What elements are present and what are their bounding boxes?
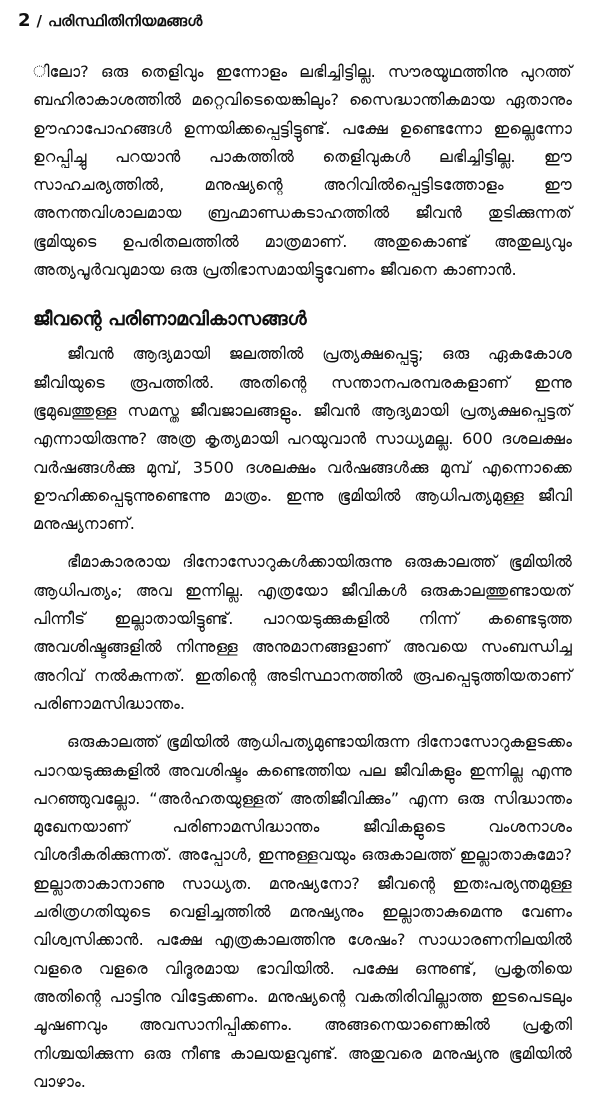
paragraph: ജീവൻ ആദ്യമായി ജലത്തിൽ പ്രത്യക്ഷപ്പെട്ടു; ഒരു ഏകകോശ ജീവിയുടെ രൂപത്തിൽ. അതിന്റെ സന്താനപരമ്പരകളാണ് ഇന്നു ഭൂമുഖത്തുള്ള സമസ്ത ജീവജാലങ്ങളും. ജീവൻ ആദ്യമായി പ്രത്യക്ഷപ്പെട്ടത് എന്നായിരുന്നു? അത്ര കൃത്യമായി പറയുവാൻ സാധ്യമല്ല. 600 ദശലക്ഷം വർഷങ്ങൾക്കു മുമ്പ്, 3500 ദശലക്ഷം വർഷങ്ങൾക്കു മുമ്പ് എന്നൊക്കെ ഊഹിക്കപ്പെടുന്നുണ്ടെന്നു മാത്രം. ഇന്നു ഭൂമിയിൽ ആധിപത്യമുള്ള ജീവി മനുഷ്യനാണ്. xyxy=(33,344,572,534)
header-separator: / xyxy=(36,12,43,30)
running-title: പരിസ്ഥിതിനിയമങ്ങൾ xyxy=(48,12,203,30)
paragraph: ഭീമാകാരരായ ദിനോസോറുകൾക്കായിരുന്നു ഒരുകാലത്ത് ഭൂമിയിൽ ആധിപത്യം; അവ ഇന്നില്ല. എത്രയോ ജീവികൾ ഒരുകാലത്തുണ്ടായത് പിന്നീട് ഇല്ലാതായിട്ടുണ്ട്. പാറയടുക്കുകളിൽ നിന്ന് കണ്ടെടുത്ത അവശിഷ്ടങ്ങളിൽ നിന്നുള്ള അനുമാനങ്ങളാണ് അവയെ സംബന്ധിച്ച അറിവ് നൽകുന്നത്. ഇതിന്റെ അടിസ്ഥാനത്തിൽ രൂപപ്പെടുത്തിയതാണ് പരിണാമസിദ്ധാന്തം. xyxy=(33,552,572,713)
page-number: 2 xyxy=(18,10,31,31)
running-header xyxy=(18,10,582,31)
paragraph: ഒരുകാലത്ത് ഭൂമിയിൽ ആധിപത്യമുണ്ടായിരുന്ന ദിനോസോറുകളടക്കം പാറയടുക്കുകളിൽ അവശിഷ്ടം കണ്ടെത്തിയ പല ജീവികളും ഇന്നില്ല എന്നു പറഞ്ഞുവല്ലോ. “അർഹതയുള്ളത് അതിജീവിക്കും” എന്ന ഒരു സിദ്ധാന്തം മുഖേനയാണ് പരിണാമസിദ്ധാന്തം ജീവികളുടെ വംശനാശം വിശദീകരിക്കുന്നത്. അപ്പോൾ, ഇന്നുള്ളവയും ഒരുകാലത്ത് ഇല്ലാതാകുമോ? ഇല്ലാതാകാനാണു സാധ്യത. മനുഷ്യനോ? ജീവന്റെ ഇതഃപര്യന്തമുള്ള ചരിത്രഗതിയുടെ വെളിച്ചത്തിൽ മനുഷ്യനും ഇല്ലാതാകുമെന്നു വേണം വിശ്വസിക്കാൻ. പക്ഷേ എത്രകാലത്തിനു ശേഷം? സാധാരണനിലയിൽ വളരെ വളരെ വിദൂരമായ ഭാവിയിൽ. പക്ഷേ ഒന്നുണ്ട്, പ്രകൃതിയെ അതിന്റെ പാട്ടിനു വിട്ടേക്കണം. മനുഷ്യന്റെ വകതിരിവില്ലാത്ത ഇടപെടലും ചൂഷണവും അവസാനിപ്പിക്കണം. അങ്ങനെയാണെങ്കിൽ പ്രകൃതി നിശ്ചയിക്കുന്ന ഒരു നീണ്ട കാലയളവുണ്ട്. അതുവരെ മനുഷ്യനു ഭൂമിയിൽ വാഴാം. xyxy=(33,732,572,1091)
section-heading: ജീവന്റെ പരിണാമവികാസങ്ങൾ xyxy=(33,308,307,331)
page-body xyxy=(33,58,572,1106)
paragraph-continued: ിലോ? ഒരു തെളിവും ഇന്നോളം ലഭിച്ചിട്ടില്ല. സൗരയൂഥത്തിനു പുറത്ത് ബഹിരാകാശത്തിൽ മറ്റെവിടെയെങ്കിലും? സൈദ്ധാന്തികമായ ഏതാനും ഊഹാപോഹങ്ങൾ ഉന്നയിക്കപ്പെട്ടിട്ടുണ്ട്. പക്ഷേ ഉണ്ടെന്നോ ഇല്ലെന്നോ ഉറപ്പിച്ചു പറയാൻ പാകത്തിൽ തെളിവുകൾ ലഭിച്ചിട്ടില്ല. ഈ സാഹചര്യത്തിൽ, മനുഷ്യന്റെ അറിവിൽപ്പെട്ടിടത്തോളം ഈ അനന്തവിശാലമായ ബ്രഹ്മാണ്ഡകടാഹത്തിൽ ജീവൻ തുടിക്കുന്നത് ഭൂമിയുടെ ഉപരിതലത്തിൽ മാത്രമാണ്. അതുകൊണ്ട് അതുല്യവും അത്യപൂർവവുമായ ഒരു പ്രതിഭാസമായിട്ടുവേണം ജീവനെ കാണാൻ. xyxy=(33,62,572,280)
